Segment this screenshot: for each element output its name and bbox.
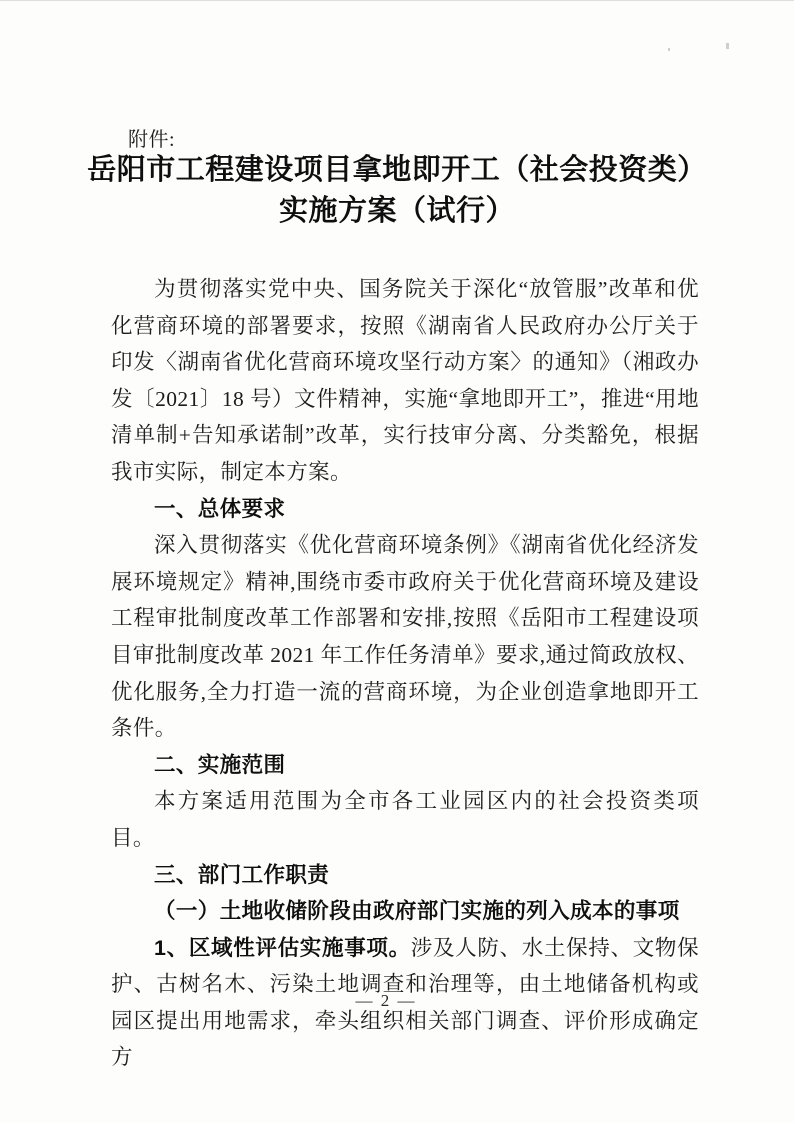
item-1-text: 涉及人防、水土保持、文物保护、古树名木、污染土地调查和治理等，由土地储备机构或园区提出用地需求，牵头组织相关部门调查、评价形成确定方 bbox=[111, 935, 699, 1070]
scan-speck bbox=[726, 43, 729, 49]
document-body bbox=[111, 271, 699, 1076]
intro-paragraph: 为贯彻落实党中央、国务院关于深化“放管服”改革和优化营商环境的部署要求，按照《湖南省人民政府办公厅关于印发〈湖南省优化营商环境攻坚行动方案〉的通知》（湘政办发〔2021〕18 号）文件精神，实施“拿地即开工”，推进“用地清单制+告知承诺制”改革，实行技审分离、分类豁免，根据我市实际，制定本方案。 bbox=[111, 277, 699, 484]
subsection-heading-3-1: （一）土地收储阶段由政府部门实施的列入成本的事项 bbox=[154, 899, 680, 924]
attachment-label: 附件: bbox=[128, 129, 176, 151]
section-2-paragraph: 本方案适用范围为全市各工业园区内的社会投资类项目。 bbox=[111, 789, 699, 850]
section-1-paragraph: 深入贯彻落实《优化营商环境条例》《湖南省优化经济发展环境规定》精神,围绕市委市政府关于优化营商环境及建设工程审批制度改革工作部署和安排,按照《岳阳市工程建设项目审批制度改革 2021 年工作任务清单》要求,通过简政放权、优化服务,全力打造一流的营商环境，为企业创造拿地即开工条件。 bbox=[111, 533, 699, 741]
document-title bbox=[0, 150, 794, 232]
page-number: — 2 — bbox=[355, 991, 417, 1010]
section-heading-2: 二、实施范围 bbox=[154, 752, 286, 777]
document-title-line2: 实施方案（试行） bbox=[278, 195, 515, 227]
scan-speck bbox=[668, 48, 670, 51]
item-1-lead: 1、区域性评估实施事项。 bbox=[154, 935, 411, 960]
section-heading-3: 三、部门工作职责 bbox=[154, 862, 330, 887]
document-title-line1: 岳阳市工程建设项目拿地即开工（社会投资类） bbox=[87, 154, 707, 186]
section-heading-1: 一、总体要求 bbox=[154, 496, 286, 521]
